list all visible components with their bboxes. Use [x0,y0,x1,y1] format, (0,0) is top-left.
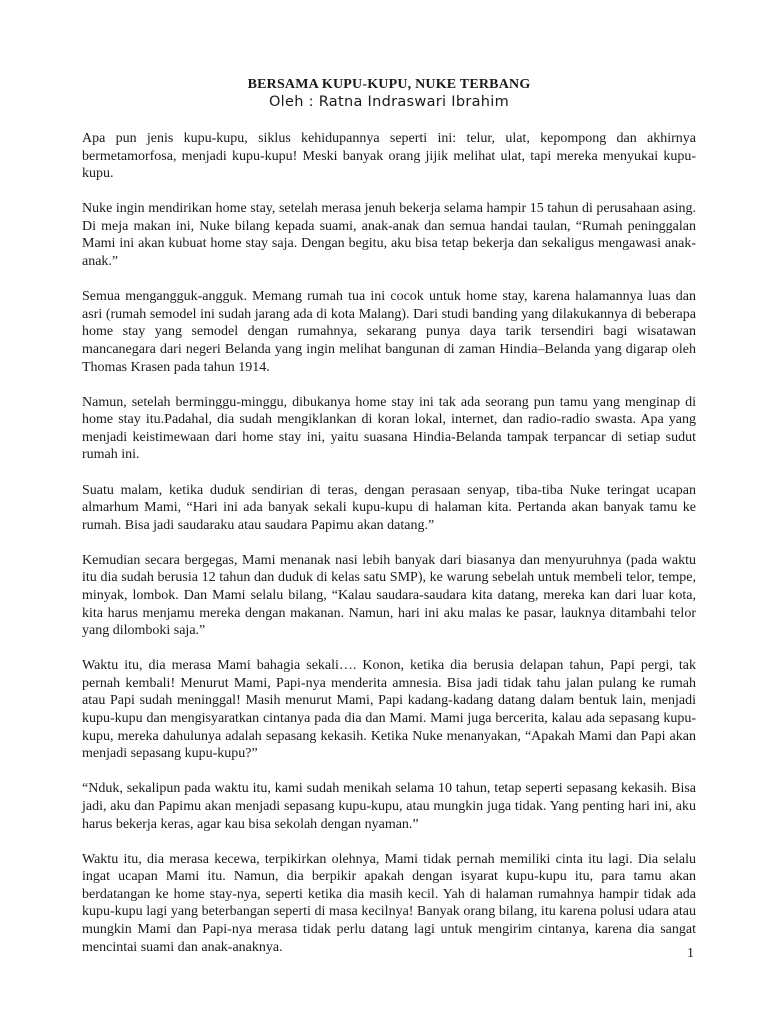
author-byline: Oleh : Ratna Indraswari Ibrahim [268,94,510,110]
paragraph-6: Kemudian secara bergegas, Mami menanak nasi lebih banyak dari biasanya dan menyuruhnya (pada waktu itu dia sudah berusia 12 tahun dan duduk di kelas satu SMP), ke warung sebelah untuk membeli telor, tempe, minyak, lombok. Dan Mami selalu bilang, “Kalau saudara-saudara kita datang, mereka kan dari luar kota, kita harus menjamu mereka dengan makanan. Namun, hari ini aku malas ke pasar, lauknya ditambahi telor yang dilomboki saja.” [82,552,696,639]
document-title: BERSAMA KUPU-KUPU, NUKE TERBANG [247,77,531,92]
paragraph-3: Semua mengangguk-angguk. Memang rumah tua ini cocok untuk home stay, karena halamannya luas dan asri (rumah semodel ini sudah jarang ada di kota Malang). Dari studi banding yang dilakukannya di beberapa home stay yang semodel dengan rumahnya, sekarang punya daya tarik tersendiri bagi wisatawan mancanegara dari negeri Belanda yang ingin melihat bangunan di zaman Hindia–Belanda yang digarap oleh Thomas Krasen pada tahun 1914. [82,289,696,375]
paragraph-5: Suatu malam, ketika duduk sendirian di teras, dengan perasaan senyap, tiba-tiba Nuke teringat ucapan almarhum Mami, “Hari ini ada banyak sekali kupu-kupu di halaman kita. Pertanda akan banyak tamu ke rumah. Bisa jadi saudaraku atau saudara Papimu akan datang.” [82,482,696,533]
paragraph-8: “Nduk, sekalipun pada waktu itu, kami sudah menikah selama 10 tahun, tetap seperti sepasang kekasih. Bisa jadi, aku dan Papimu akan menjadi sepasang kupu-kupu, atau mungkin juga tidak. Yang penting hari ini, aku harus bekerja keras, agar kau bisa sekolah dengan nyaman.” [82,781,696,832]
paragraph-7: Waktu itu, dia merasa Mami bahagia sekali…. Konon, ketika dia berusia delapan tahun, Papi pergi, tak pernah kembali! Menurut Mami, Papi-nya menderita amnesia. Bisa jadi tidak tahu jalan pulang ke rumah atau Papi sudah meninggal! Masih menurut Mami, Papi kadang-kadang datang dalam bentuk lain, menjadi kupu-kupu dan mengisyaratkan cintanya pada dia dan Mami. Mami juga bercerita, kalau ada sepasang kupu-kupu, mereka dahulunya adalah sepasang kekasih. Ketika Nuke menanyakan, “Apakah Mami dan Papi akan menjadi sepasang kupu-kupu?” [82,658,696,762]
paragraph-9: Waktu itu, dia merasa kecewa, terpikirkan olehnya, Mami tidak pernah memiliki cinta itu lagi. Dia selalu ingat ucapan Mami itu. Namun, dia berpikir apakah dengan isyarat kupu-kupu itu, para tamu akan berdatangan ke home stay-nya, seperti ketika dia masih kecil. Yah di halaman rumahnya hampir tidak ada kupu-kupu lagi yang beterbangan seperti di masa kecilnya! Banyak orang bilang, itu karena polusi udara atau mungkin Mami dan Papi-nya merasa tidak perlu datang lagi untuk mengirim cintanya, karena dia sangat mencintai suami dan anak-anaknya. [82,851,696,955]
page-number: 1 [687,946,694,961]
paragraph-4: Namun, setelah berminggu-minggu, dibukanya home stay ini tak ada seorang pun tamu yang menginap di home stay itu.Padahal, dia sudah mengiklankan di koran lokal, internet, dan radio-radio swasta. Apa yang menjadi keistimewaan dari home stay ini, yaitu suasana Hindia-Belanda tampak terpancar di setiap sudut rumah ini. [82,394,696,463]
paragraph-2: Nuke ingin mendirikan home stay, setelah merasa jenuh bekerja selama hampir 15 tahun di perusahaan asing. Di meja makan ini, Nuke bilang kepada suami, anak-anak dan semua handai taulan, “Rumah peninggalan Mami ini akan kubuat home stay saja. Dengan begitu, aku bisa tetap bekerja dan sekaligus mengawasi anak-anak.” [82,201,696,270]
paragraph-1: Apa pun jenis kupu-kupu, siklus kehidupannya seperti ini: telur, ulat, kepompong dan akhirnya bermetamorfosa, menjadi kupu-kupu! Meski banyak orang jijik melihat ulat, tapi mereka menyukai kupu-kupu. [82,131,696,182]
